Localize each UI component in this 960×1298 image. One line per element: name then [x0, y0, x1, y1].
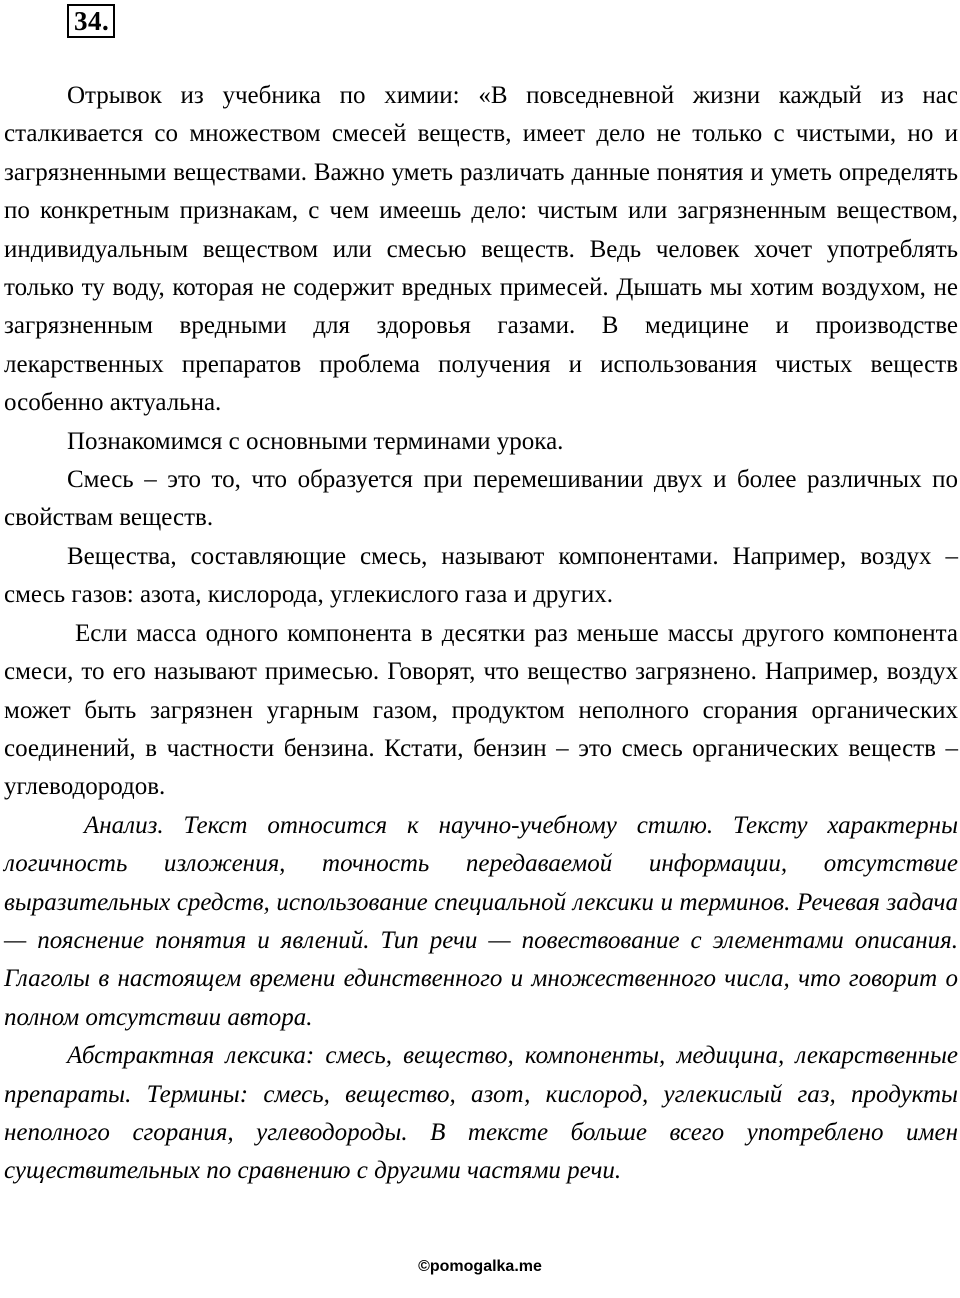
paragraph-intro: Отрывок из учебника по химии: «В повседневной жизни каждый из нас сталкивается со множеством смесей веществ, имеет дело не только с чистыми, но и загрязненными веществами. Важно уметь различать данные понятия и уметь определять по конкретным признакам, с чем имеешь дело: чистым или загрязненным веществом, индивидуальным веществом или смесью веществ. Ведь человек хочет употреблять только ту воду, которая не содержит вредных примесей. Дышать мы хотим воздухом, не загрязненным вредными для здоровья газами. В медицине и производстве лекарственных препаратов проблема получения и использования чистых веществ особенно актуальна.: [4, 82, 958, 417]
task-number: 34.: [67, 4, 115, 38]
document-text: [4, 77, 958, 1191]
paragraph-lexicon: Абстрактная лексика: смесь, вещество, компоненты, медицина, лекарственные препараты. Термины: смесь, вещество, азот, кислород, углекислый газ, продукты неполного сгорания, углеводороды. В тексте больше всего употреблено имен существительных по сравнению с другими частями речи.: [4, 1042, 958, 1185]
paragraph-analysis: Анализ. Текст относится к научно-учебному стилю. Тексту характерны логичность изложения, точность передаваемой информации, отсутствие выразительных средств, использование специальной лексики и терминов. Речевая задача — пояснение понятия и явлений. Тип речи — повествование с элементами описания. Глаголы в настоящем времени единственного и множественного числа, что говорит о полном отсутствии автора.: [4, 811, 958, 1031]
paragraph-impurity: Если масса одного компонента в десятки раз меньше массы другого компонента смеси, то его называют примесью. Говорят, что вещество загрязнено. Например, воздух может быть загрязнен угарным газом, продуктом неполного сгорания органических соединений, в частности бензина. Кстати, бензин – это смесь органических веществ – углеводородов.: [4, 619, 958, 801]
paragraph-terms: Познакомимся с основными терминами урока.: [67, 427, 564, 455]
paragraph-mixture: Смесь – это то, что образуется при перемешивании двух и более различных по свойствам веществ.: [4, 466, 958, 532]
watermark: ©pomogalka.me: [418, 1258, 542, 1275]
paragraph-components: Вещества, составляющие смесь, называют компонентами. Например, воздух – смесь газов: азота, кислорода, углекислого газа и других.: [4, 542, 958, 609]
